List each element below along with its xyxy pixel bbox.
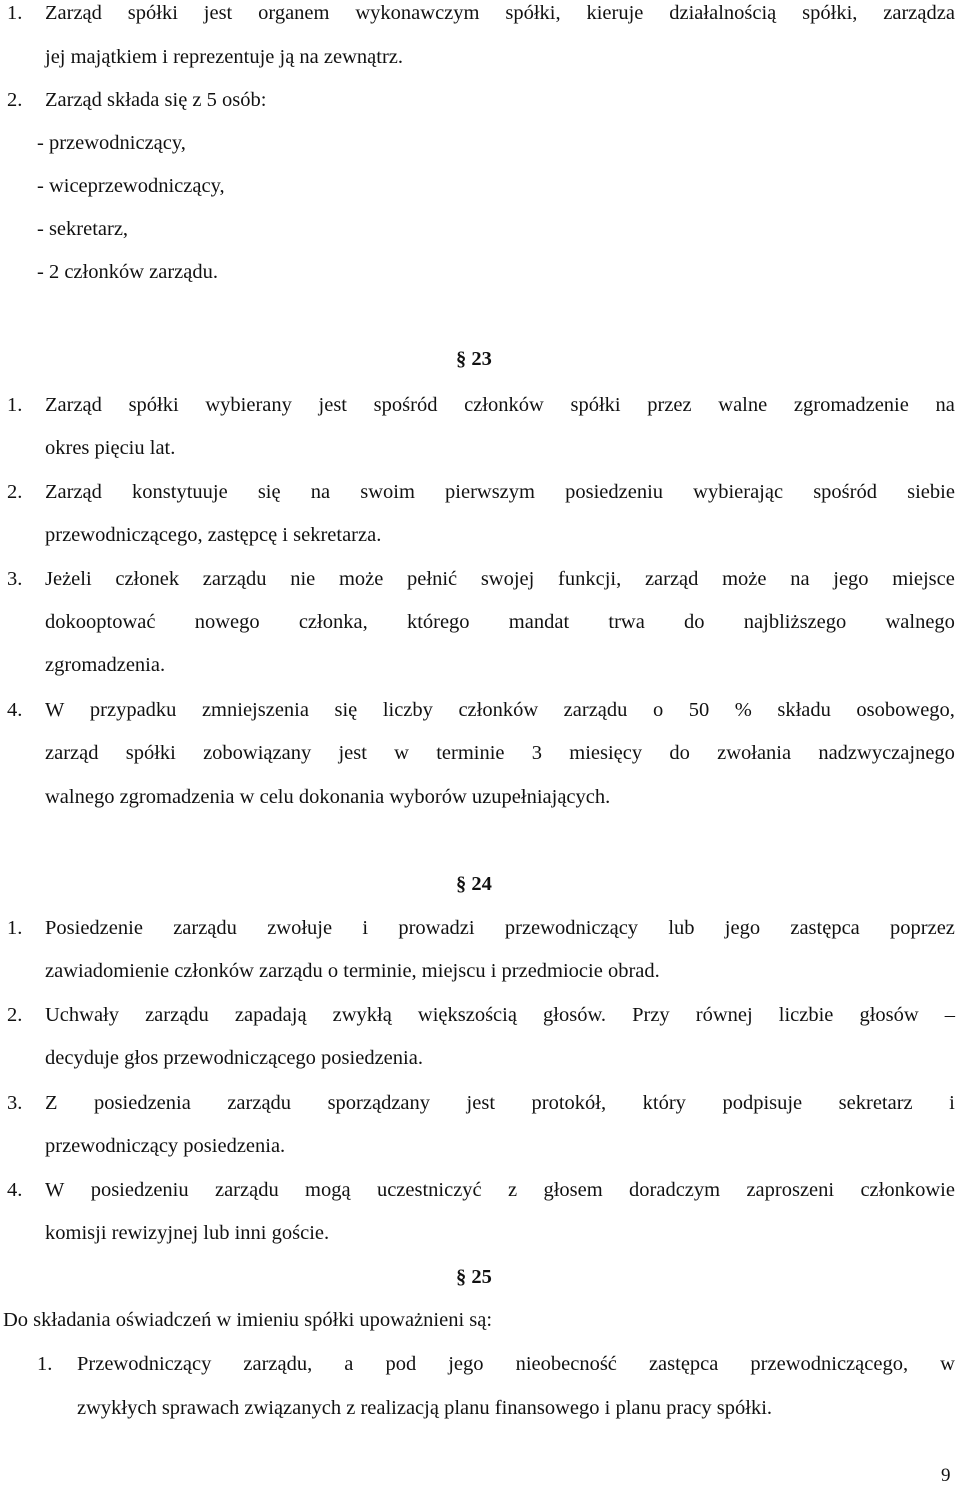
paragraph-line: zwykłych sprawach związanych z realizacją planu finansowego i planu pracy spółki. — [77, 1397, 773, 1419]
paragraph-line: zarząd spółki zobowiązany jest w terminie 3 miesięcy do zwołania nadzwyczajnego — [45, 742, 955, 764]
item-number: 1. — [37, 1353, 53, 1375]
paragraph-line: jej majątkiem i reprezentuje ją na zewnątrz. — [45, 46, 403, 68]
paragraph-line: Zarząd konstytuuje się na swoim pierwszym posiedzeniu wybierając spośród siebie — [45, 481, 955, 503]
paragraph-intro: Do składania oświadczeń w imieniu spółki upoważnieni są: — [3, 1309, 493, 1331]
item-number: 1. — [7, 917, 23, 939]
item-number: 3. — [7, 568, 23, 590]
paragraph-line: Zarząd spółki jest organem wykonawczym spółki, kieruje działalnością spółki, zarządza — [45, 2, 955, 24]
page-number: 9 — [941, 1465, 951, 1486]
paragraph-line: Zarząd spółki wybierany jest spośród członków spółki przez walne zgromadzenie na — [45, 394, 955, 416]
paragraph-line: decyduje głos przewodniczącego posiedzenia. — [45, 1047, 423, 1069]
paragraph-line: Jeżeli członek zarządu nie może pełnić swojej funkcji, zarząd może na jego miejsce — [45, 568, 955, 590]
paragraph-line: przewodniczącego, zastępcę i sekretarza. — [45, 524, 382, 546]
item-number: 2. — [7, 1004, 23, 1026]
item-number: 1. — [7, 394, 23, 416]
dash-list-item: - przewodniczący, — [37, 132, 186, 154]
paragraph-line: zgromadzenia. — [45, 654, 166, 676]
paragraph-line: przewodniczący posiedzenia. — [45, 1135, 286, 1157]
section-heading: § 23 — [456, 348, 492, 370]
item-number: 3. — [7, 1092, 23, 1114]
dash-list-item: - 2 członków zarządu. — [37, 261, 218, 283]
paragraph-line: komisji rewizyjnej lub inni goście. — [45, 1222, 330, 1244]
paragraph-line: dokooptować nowego członka, którego mandat trwa do najbliższego walnego — [45, 611, 955, 633]
paragraph-line: Zarząd składa się z 5 osób: — [45, 89, 267, 111]
paragraph-line: Uchwały zarządu zapadają zwykłą większością głosów. Przy równej liczbie głosów – — [45, 1004, 955, 1026]
item-number: 2. — [7, 89, 23, 111]
section-heading: § 24 — [456, 873, 492, 895]
paragraph-line: okres pięciu lat. — [45, 437, 176, 459]
paragraph-line: W posiedzeniu zarządu mogą uczestniczyć z głosem doradczym zaproszeni członkowie — [45, 1179, 955, 1201]
paragraph-line: W przypadku zmniejszenia się liczby członków zarządu o 50 % składu osobowego, — [45, 699, 955, 721]
item-number: 4. — [7, 699, 23, 721]
paragraph-line: walnego zgromadzenia w celu dokonania wyborów uzupełniających. — [45, 786, 611, 808]
section-heading: § 25 — [456, 1266, 492, 1288]
item-number: 1. — [7, 2, 23, 24]
paragraph-line: Z posiedzenia zarządu sporządzany jest protokół, który podpisuje sekretarz i — [45, 1092, 955, 1114]
paragraph-line: Przewodniczący zarządu, a pod jego nieobecność zastępca przewodniczącego, w — [77, 1353, 955, 1375]
item-number: 2. — [7, 481, 23, 503]
item-number: 4. — [7, 1179, 23, 1201]
paragraph-line: Posiedzenie zarządu zwołuje i prowadzi przewodniczący lub jego zastępca poprzez — [45, 917, 955, 939]
dash-list-item: - sekretarz, — [37, 218, 129, 240]
paragraph-line: zawiadomienie członków zarządu o terminie, miejscu i przedmiocie obrad. — [45, 960, 660, 982]
dash-list-item: - wiceprzewodniczący, — [37, 175, 225, 197]
